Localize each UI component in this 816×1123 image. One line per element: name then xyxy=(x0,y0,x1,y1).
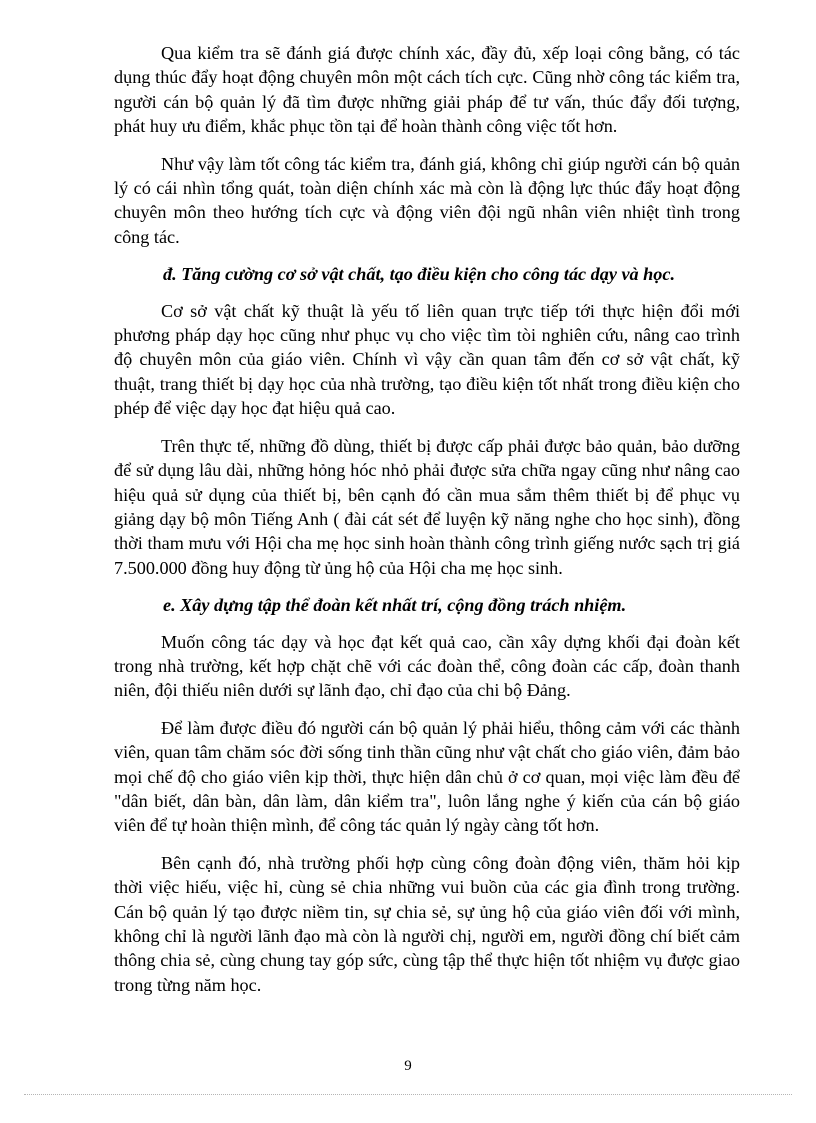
page-footer-divider xyxy=(24,1094,792,1095)
paragraph-manager-role: Để làm được điều đó người cán bộ quản lý phải hiểu, thông cảm với các thành viên, quan tâm chăm sóc đời sống tinh thần cũng như vật chất cho giáo viên, đảm bảo mọi chế độ cho giáo viên kịp thời, thực hiện dân chủ ở cơ quan, mọi việc làm đều để "dân biết, dân bàn, dân làm, dân kiểm tra", luôn lắng nghe ý kiến của cán bộ giáo viên để tự hoàn thiện mình, để công tác quản lý ngày càng tốt hơn. xyxy=(114,717,740,836)
section-heading-unity: e. Xây dựng tập thể đoàn kết nhất trí, cộng đồng trách nhiệm. xyxy=(163,595,627,616)
paragraph-facilities-importance: Cơ sở vật chất kỹ thuật là yếu tố liên quan trực tiếp tới thực hiện đổi mới phương pháp dạy học cũng như phục vụ cho việc tìm tòi nghiên cứu, nâng cao trình độ chuyên môn của giáo viên. Chính vì vậy cần quan tâm đến cơ sở vật chất, kỹ thuật, trang thiết bị dạy học của nhà trường, tạo điều kiện tốt nhất trong điều kiện cho phép để việc dạy học đạt hiệu quả cao. xyxy=(114,300,740,419)
paragraph-unity-goal: Muốn công tác dạy và học đạt kết quả cao, cần xây dựng khối đại đoàn kết trong nhà trường, kết hợp chặt chẽ với các đoàn thể, công đoàn các cấp, đoàn thanh niên, đội thiếu niên dưới sự lãnh đạo, chỉ đạo của chi bộ Đảng. xyxy=(114,631,740,701)
paragraph-inspection-summary: Như vậy làm tốt công tác kiểm tra, đánh giá, không chỉ giúp người cán bộ quản lý có cái nhìn tổng quát, toàn diện chính xác mà còn là động lực thúc đẩy hoạt động chuyên môn theo hướng tích cực và động viên đội ngũ nhân viên nhiệt tình trong công tác. xyxy=(114,153,740,247)
paragraph-inspection-evaluation: Qua kiểm tra sẽ đánh giá được chính xác, đầy đủ, xếp loại công bằng, có tác dụng thúc đẩy hoạt động chuyên môn một cách tích cực. Cũng nhờ công tác kiểm tra, người cán bộ quản lý đã tìm được những giải pháp để tư vấn, thúc đẩy đối tượng, phát huy ưu điểm, khắc phục tồn tại để hoàn thành công việc tốt hơn. xyxy=(114,43,740,137)
section-heading-facilities: đ. Tăng cường cơ sở vật chất, tạo điều kiện cho công tác dạy và học. xyxy=(163,264,676,285)
paragraph-union-support: Bên cạnh đó, nhà trường phối hợp cùng công đoàn động viên, thăm hỏi kịp thời việc hiếu, việc hỉ, cùng sẻ chia những vui buồn của các gia đình trong trường. Cán bộ quản lý tạo được niềm tin, sự chia sẻ, sự ủng hộ của giáo viên đối với mình, không chỉ là người lãnh đạo mà còn là người chị, người em, người đồng chí biết cảm thông chia sẻ, cùng chung tay góp sức, cùng tập thể thực hiện tốt nhiệm vụ được giao trong từng năm học. xyxy=(114,852,740,995)
document-body xyxy=(114,41,740,1010)
page-number: 9 xyxy=(404,1058,412,1074)
paragraph-equipment-maintenance: Trên thực tế, những đồ dùng, thiết bị được cấp phải được bảo quản, bảo dưỡng để sử dụng lâu dài, những hỏng hóc nhỏ phải được sửa chữa ngay cũng như nâng cao hiệu quả sử dụng của thiết bị, bên cạnh đó cần mua sắm thêm thiết bị để phục vụ giảng dạy bộ môn Tiếng Anh ( đài cát sét để luyện kỹ năng nghe cho học sinh), đồng thời tham mưu với Hội cha mẹ học sinh hoàn thành công trình giếng nước sạch trị giá 7.500.000 đồng huy động từ ủng hộ của Hội cha mẹ học sinh. xyxy=(114,435,740,578)
